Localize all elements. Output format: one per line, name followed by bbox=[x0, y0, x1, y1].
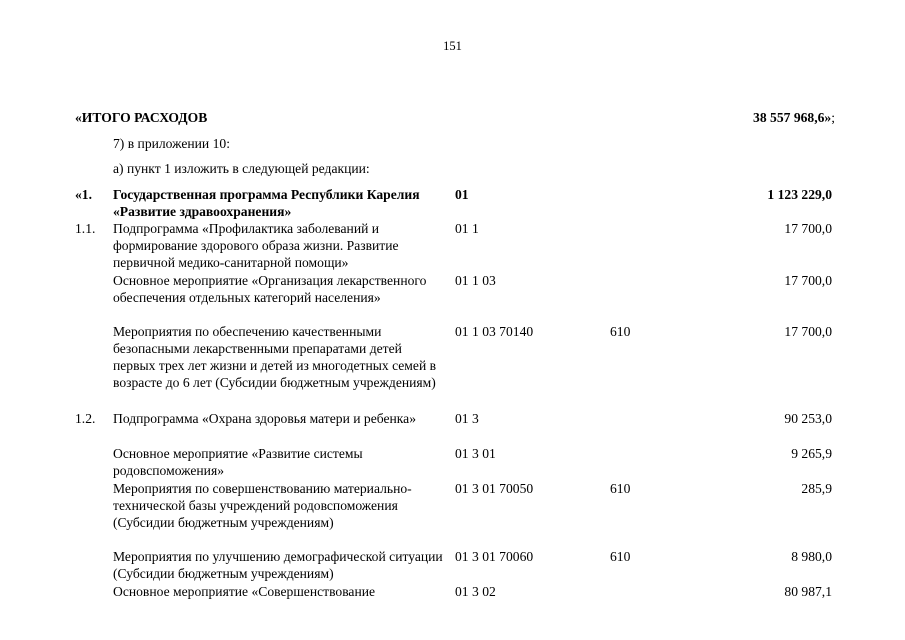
row-sum: 17 700,0 bbox=[784, 324, 832, 339]
row-sum: 80 987,1 bbox=[784, 584, 832, 599]
row-code: 01 1 bbox=[455, 221, 479, 236]
row-sum: 17 700,0 bbox=[784, 221, 832, 236]
row-code: 01 bbox=[455, 187, 469, 202]
page-number: 151 bbox=[443, 39, 462, 53]
paragraph-appendix: 7) в приложении 10: bbox=[113, 136, 230, 151]
row-number: 1.1. bbox=[75, 221, 96, 236]
row-code: 01 3 bbox=[455, 411, 479, 426]
row-code: 01 3 01 70050 bbox=[455, 481, 534, 496]
total-expenses-amount: 38 557 968,6» bbox=[753, 110, 832, 125]
total-expenses-suffix: ; bbox=[831, 110, 835, 125]
total-expenses-label: «ИТОГО РАСХОДОВ bbox=[75, 110, 208, 125]
row-name: Основное мероприятие «Организация лекарственного обеспечения отдельных категорий населения» bbox=[113, 273, 427, 305]
row-name: Основное мероприятие «Совершенствование bbox=[113, 584, 376, 599]
row-type: 610 bbox=[610, 481, 631, 496]
row-sum: 9 265,9 bbox=[791, 446, 832, 461]
row-code: 01 3 01 bbox=[455, 446, 496, 461]
row-name: Мероприятия по улучшению демографической ситуации (Субсидии бюджетным учреждениям) bbox=[113, 549, 443, 581]
row-name: Основное мероприятие «Развитие системы родовспоможения» bbox=[113, 446, 363, 478]
row-type: 610 bbox=[610, 549, 631, 564]
row-sum: 17 700,0 bbox=[784, 273, 832, 288]
row-code: 01 1 03 70140 bbox=[455, 324, 534, 339]
total-expenses-value-wrap bbox=[753, 109, 835, 126]
row-name: Мероприятия по совершенствованию материально-технической базы учреждений родовспоможения (Субсидии бюджетным учреждениям) bbox=[113, 481, 412, 530]
row-sum: 90 253,0 bbox=[784, 411, 832, 426]
row-code: 01 3 01 70060 bbox=[455, 549, 534, 564]
total-expenses-line bbox=[75, 109, 835, 126]
row-number: «1. bbox=[75, 187, 92, 202]
row-code: 01 3 02 bbox=[455, 584, 496, 599]
row-sum: 285,9 bbox=[801, 481, 832, 496]
row-name: Подпрограмма «Профилактика заболеваний и формирование здорового образа жизни. Развитие первичной медико-санитарной помощи» bbox=[113, 221, 399, 270]
row-name: Подпрограмма «Охрана здоровья матери и ребенка» bbox=[113, 411, 417, 426]
row-sum: 8 980,0 bbox=[791, 549, 832, 564]
paragraph-item: а) пункт 1 изложить в следующей редакции: bbox=[113, 161, 370, 176]
row-sum: 1 123 229,0 bbox=[767, 187, 832, 202]
row-number: 1.2. bbox=[75, 411, 96, 426]
row-code: 01 1 03 bbox=[455, 273, 496, 288]
row-type: 610 bbox=[610, 324, 631, 339]
row-name: Мероприятия по обеспечению качественными безопасными лекарственными препаратами детей первых трех лет жизни и детей из многодетных семей в возрасте до 6 лет (Субсидии бюджетным учреждениям) bbox=[113, 324, 437, 390]
row-name: Государственная программа Республики Карелия «Развитие здравоохранения» bbox=[113, 187, 420, 219]
